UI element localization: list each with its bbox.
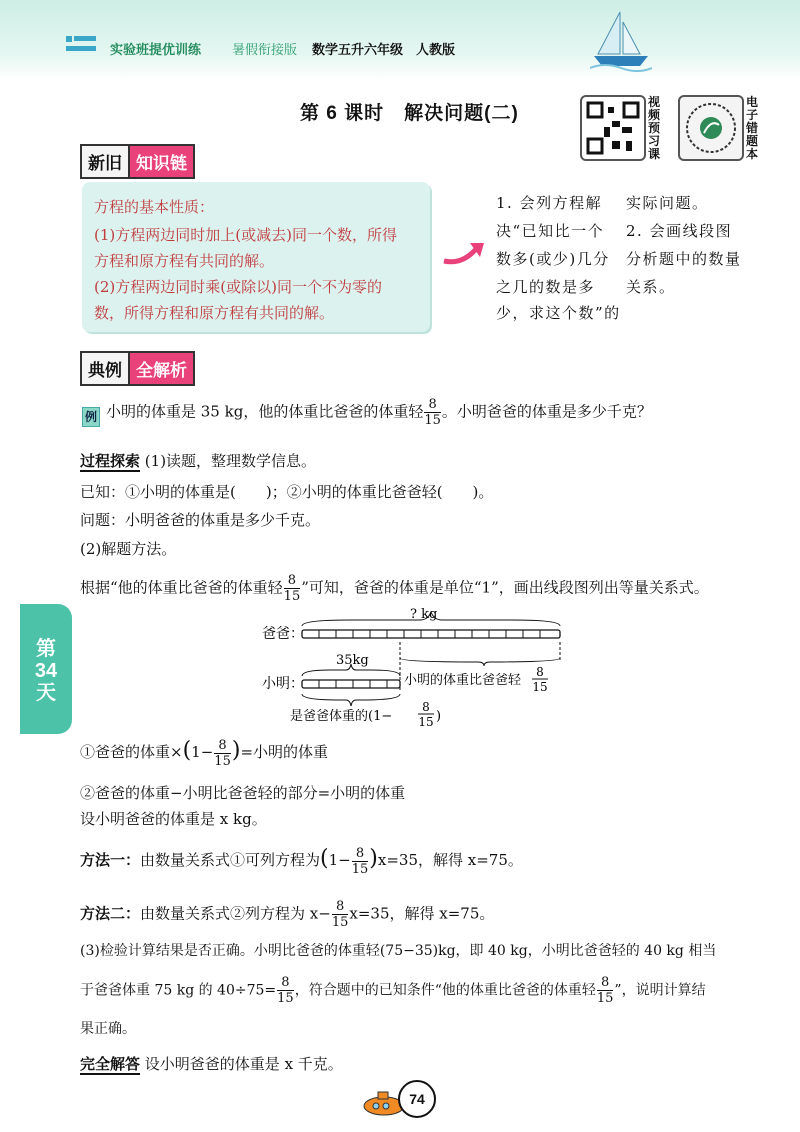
- example-tag: 例: [82, 407, 100, 427]
- lesson-title: 第 6 课时 解决问题(二): [300, 103, 519, 124]
- goal-line: 决“已知比一个: [496, 222, 605, 240]
- video-preview-label: 视频预习课: [647, 95, 660, 161]
- fraction: $\frac{8}{15}$: [424, 397, 441, 428]
- equation-properties-box: [82, 182, 430, 332]
- step1-text: (1)读题，整理数学信息。: [144, 452, 317, 470]
- badge-part-b: 全解析: [130, 351, 195, 386]
- svg-text:8: 8: [422, 700, 430, 714]
- line-segment-diagram: [250, 608, 590, 728]
- badge-part-a: 典例: [80, 351, 130, 386]
- error-book-qr-code[interactable]: [678, 95, 744, 161]
- process-label: 过程探索: [80, 453, 141, 470]
- badge-part-b: 知识链: [130, 144, 195, 179]
- step2-text: (2)解题方法。: [80, 540, 177, 558]
- method-2: 方法二：由数量关系式②列方程为 x− $\frac{8}{15}$ x=35，解得 x=75。: [80, 899, 495, 930]
- example-problem: [106, 398, 652, 427]
- answer-label: 完全解答: [80, 1056, 141, 1073]
- set-variable: 设小明爸爸的体重是 x kg。: [80, 810, 267, 828]
- property-line: (2)方程两边同时乘(或除以)同一个不为零的: [94, 278, 382, 296]
- header-band: [0, 0, 800, 80]
- series-logo-icon: [66, 34, 100, 54]
- edition-label: 暑假衔接版: [232, 42, 298, 57]
- section-example-badge: [80, 353, 195, 383]
- fraction: $\frac{8}{15}$: [351, 845, 369, 877]
- qr-code-icon: [582, 97, 644, 159]
- known-info: 已知：①小明的体重是( )；②小明的体重比爸爸轻( )。: [80, 483, 494, 501]
- publisher-label: 人教版: [416, 42, 456, 57]
- series-name: 实验班提优训练: [110, 42, 202, 57]
- svg-text:15: 15: [532, 680, 548, 694]
- page-number: 74: [398, 1080, 436, 1118]
- goal-line: 少，求这个数”的: [496, 304, 621, 322]
- svg-text:8: 8: [536, 665, 544, 679]
- fraction: $\frac{8}{15}$: [596, 975, 614, 1006]
- sailboat-icon: [590, 8, 652, 74]
- goal-line: 分析题中的数量: [626, 250, 742, 268]
- relation-1: ①爸爸的体重×(1− $\frac{8}{15}$ )=小明的体重: [80, 737, 329, 769]
- property-line: 方程和原方程有共同的解。: [94, 252, 275, 270]
- check-line-1: (3)检验计算结果是否正确。小明比爸爸的体重轻(75−35)kg，即 40 kg，小明比爸爸轻的 40 kg 相当: [80, 943, 717, 959]
- analysis-hint: 根据“他的体重比爸爸的体重轻 $\frac{8}{15}$ ”可知，爸爸的体重是单位“1”，画出线段图列出等量关系式。: [80, 573, 709, 604]
- example-text-b: 。小明爸爸的体重是多少千克？: [441, 402, 652, 421]
- dad-label: 爸爸：: [262, 626, 304, 642]
- section-knowledge-badge: [80, 146, 195, 176]
- dad-unknown: ? kg: [410, 608, 438, 622]
- example-text-a: 小明的体重是 35 kg，他的体重比爸爸的体重轻: [106, 402, 424, 421]
- check-line-3: 果正确。: [80, 1021, 136, 1037]
- process-step1: [80, 450, 316, 471]
- xm-weight: 35kg: [336, 653, 369, 668]
- property-line: (1)方程两边同时加上(或减去)同一个数，所得: [94, 226, 397, 244]
- method-1: 方法一：由数量关系式①可列方程为(1− $\frac{8}{15}$ )x=35，解得 x=75。: [80, 845, 523, 877]
- fraction: $\frac{8}{15}$: [331, 899, 349, 930]
- svg-text:15: 15: [418, 715, 434, 728]
- complete-answer: [80, 1053, 343, 1074]
- goal-line: 2. 会画线段图: [626, 222, 733, 240]
- xm-segment: [302, 680, 400, 688]
- fraction: $\frac{8}{15}$: [283, 573, 301, 604]
- fraction: $\frac{8}{15}$: [277, 975, 294, 1006]
- property-line: 数，所得方程和原方程有共同的解。: [94, 304, 335, 322]
- goal-line: 1. 会列方程解: [496, 194, 603, 212]
- check-line-2: 于爸爸体重 75 kg 的 40÷75= $\frac{8}{15}$ ，符合题中的已知条件“他的体重比爸爸的体重轻 $\frac{8}{15}$ ”，说明计算结: [80, 975, 706, 1006]
- question-info: 问题：小明爸爸的体重是多少千克。: [80, 511, 321, 529]
- video-qr-code[interactable]: [580, 95, 646, 161]
- goal-line: 关系。: [626, 278, 676, 296]
- error-book-label: 电子错题本: [745, 95, 758, 161]
- properties-heading: 方程的基本性质：: [94, 198, 215, 216]
- xm-label: 小明：: [262, 676, 304, 692]
- answer-text: 设小明爸爸的体重是 x 千克。: [144, 1055, 343, 1073]
- svg-text:): ): [436, 709, 442, 724]
- fraction: $\frac{8}{15}$: [214, 737, 231, 769]
- goal-line: 之几的数是多: [496, 278, 596, 296]
- goal-line: 数多(或少)几分: [496, 250, 610, 268]
- arrow-right-icon: [440, 235, 488, 269]
- is-text: 是爸爸体重的(1−: [290, 709, 393, 724]
- lighter-text: 小明的体重比爸爸轻: [404, 673, 522, 688]
- badge-part-a: 新旧: [80, 144, 130, 179]
- app-code-icon: [680, 97, 742, 159]
- goal-line: 实际问题。: [626, 194, 709, 212]
- day-side-tab: 第 34 天: [20, 604, 72, 734]
- relation-2: ②爸爸的体重−小明比爸爸轻的部分=小明的体重: [80, 784, 406, 802]
- course-label: 数学五升六年级: [312, 42, 404, 57]
- dad-segment: [302, 630, 560, 638]
